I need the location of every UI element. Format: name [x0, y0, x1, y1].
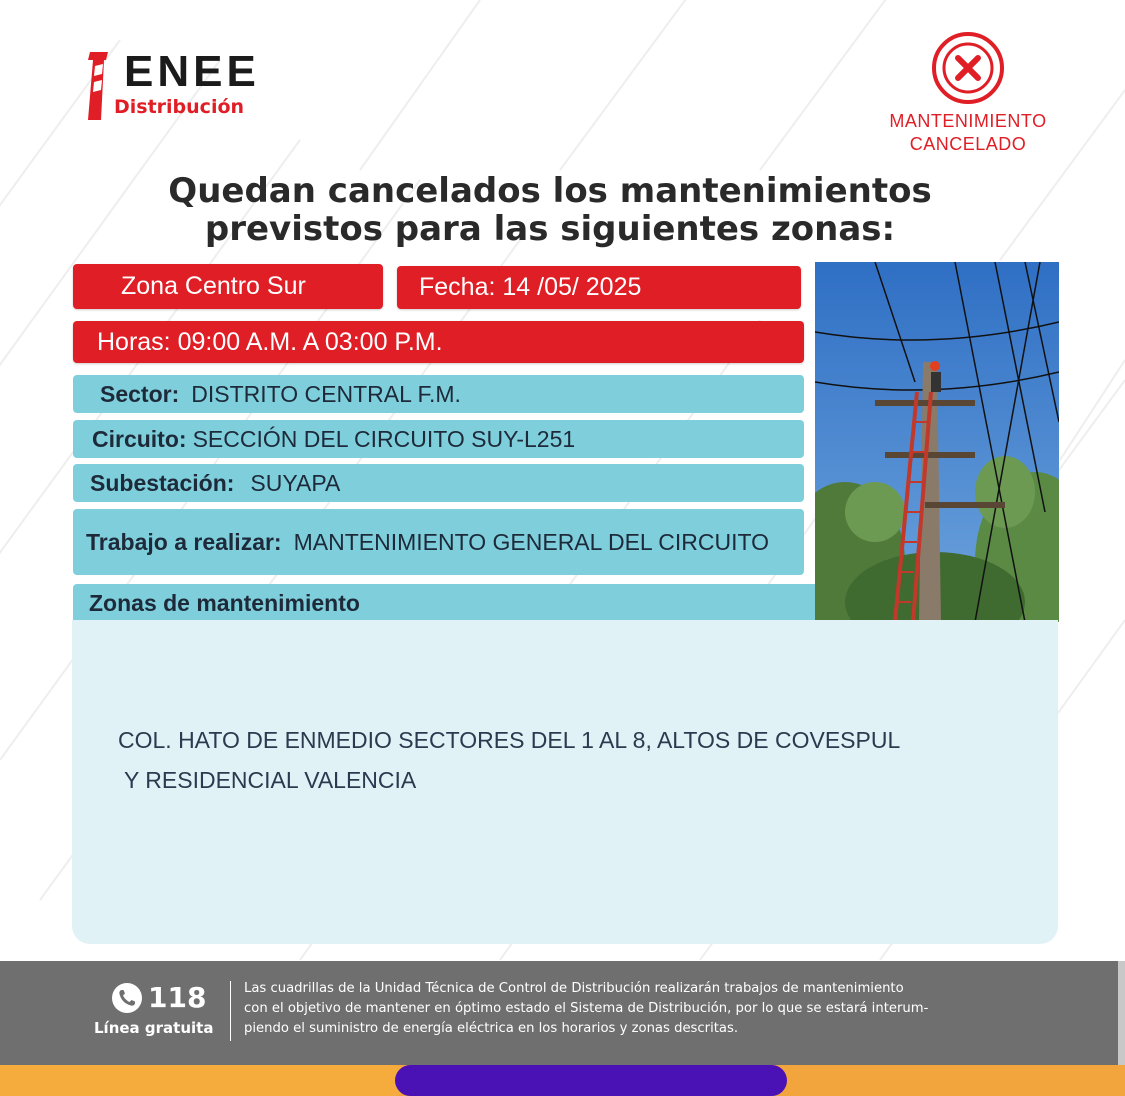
zones-header-bar	[73, 584, 815, 622]
circuit-bar	[73, 420, 804, 458]
zones-list	[118, 720, 998, 800]
circuit-value: SECCIÓN DEL CIRCUITO SUY-L251	[192, 425, 576, 452]
zone-value: Zona Centro Sur	[121, 272, 306, 300]
hotline-label: Línea gratuita	[94, 1019, 214, 1037]
x-circle-icon	[930, 30, 1006, 106]
badge-line-2: CANCELADO	[909, 134, 1027, 154]
circuit-label: Circuito:	[92, 425, 187, 452]
zones-line-2: Y RESIDENCIAL VALENCIA	[118, 767, 417, 793]
footer-disclaimer	[244, 979, 1034, 1039]
enee-logo	[84, 47, 304, 122]
zones-header-label: Zonas de mantenimiento	[89, 589, 360, 616]
substation-value: SUYAPA	[250, 469, 341, 496]
logo-title: ENEE	[124, 47, 260, 96]
footer	[0, 961, 1125, 1065]
work-label: Trabajo a realizar:	[86, 528, 282, 555]
substation-bar	[73, 464, 804, 502]
bottom-stripe-purple	[395, 1065, 787, 1096]
work-bar	[73, 509, 804, 575]
enee-logo-mark-icon	[84, 52, 110, 120]
bottom-stripe-left	[0, 1065, 408, 1096]
canceled-badge	[870, 30, 1066, 160]
utility-pole-photo	[815, 262, 1059, 622]
page-title-line-1: Quedan cancelados los mantenimientos	[168, 171, 932, 211]
date-value: Fecha: 14 /05/ 2025	[419, 273, 642, 301]
work-value: MANTENIMIENTO GENERAL DEL CIRCUITO	[293, 528, 769, 555]
logo-subtitle: Distribución	[114, 96, 245, 118]
hours-value: Horas: 09:00 A.M. A 03:00 P.M.	[97, 327, 443, 356]
sector-label: Sector:	[100, 380, 180, 407]
hotline-number	[112, 981, 206, 1014]
badge-line-1: MANTENIMIENTO	[889, 111, 1047, 131]
footer-edge	[1118, 961, 1125, 1065]
page-title	[60, 172, 1040, 248]
date-bar	[397, 266, 801, 309]
page-title-line-2: previstos para las siguientes zonas:	[204, 209, 896, 249]
footer-text-line-3: piendo el suministro de energía eléctrica en los horarios y zonas descritas.	[244, 1021, 739, 1036]
phone-icon	[112, 983, 142, 1013]
substation-label: Subestación:	[90, 469, 235, 496]
footer-text-line-1: Las cuadrillas de la Unidad Técnica de Control de Distribución realizarán trabajos de mantenimiento	[244, 981, 904, 996]
footer-divider	[230, 981, 231, 1041]
sector-bar	[73, 375, 804, 413]
zone-bar	[73, 264, 383, 309]
sector-value: DISTRITO CENTRAL F.M.	[191, 380, 461, 407]
hotline-number-text: 118	[148, 981, 207, 1014]
footer-text-line-2: con el objetivo de mantener en óptimo estado el Sistema de Distribución, por lo que se estará interum-	[244, 1001, 929, 1016]
zones-content-box	[72, 620, 1058, 944]
hours-bar	[73, 321, 804, 363]
zones-line-1: COL. HATO DE ENMEDIO SECTORES DEL 1 AL 8, ALTOS DE COVESPUL	[118, 727, 901, 753]
